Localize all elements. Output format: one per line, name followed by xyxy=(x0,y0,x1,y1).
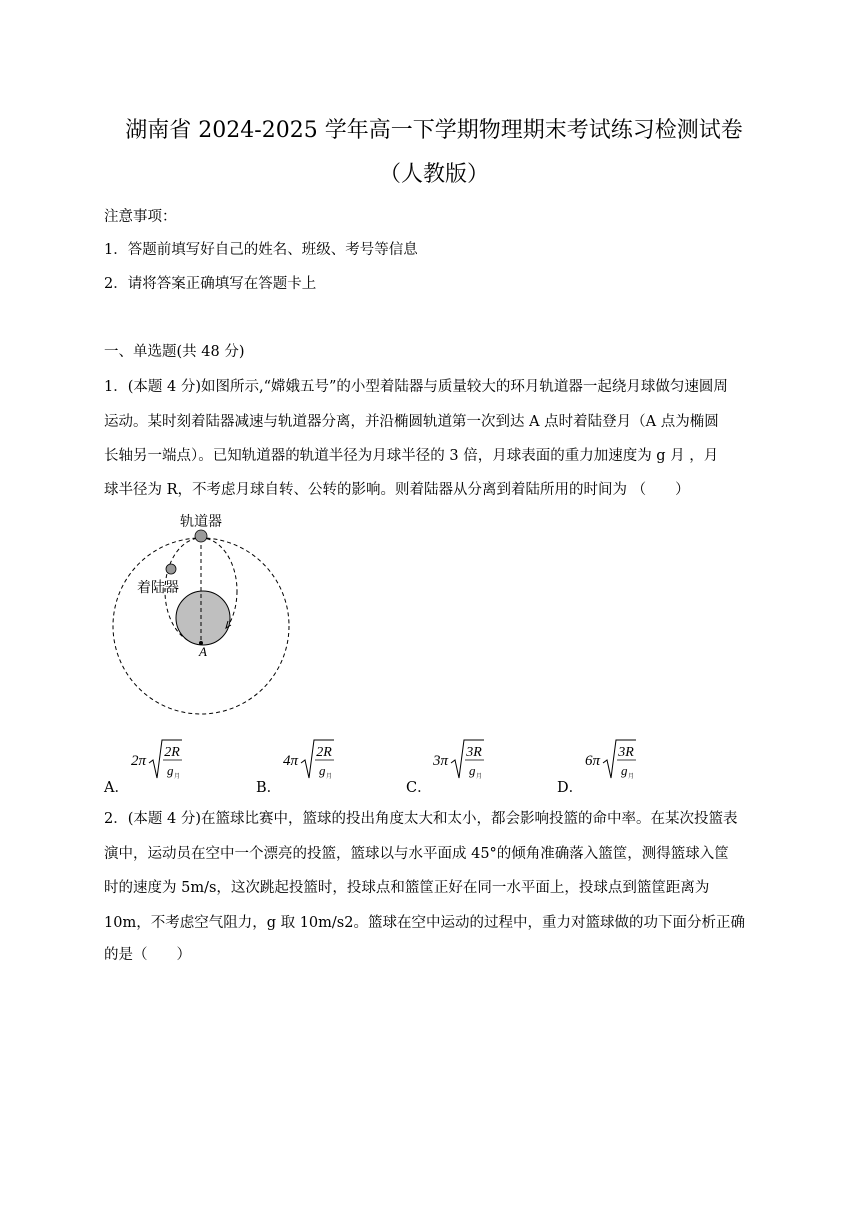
formula-numerator: 3R xyxy=(466,745,482,760)
orbit-diagram xyxy=(100,505,310,720)
formula-denominator: g xyxy=(167,763,174,778)
option-d-letter: D． xyxy=(557,780,584,796)
formula-coefficient: 6π xyxy=(585,753,601,769)
formula-subscript: 月 xyxy=(174,773,181,780)
formula-coefficient: 4π xyxy=(283,753,299,769)
question-2-line: 的是（ ） xyxy=(104,947,191,963)
lander-label: 着陆器 xyxy=(137,580,179,596)
option-b-formula xyxy=(282,737,342,787)
lander-ball xyxy=(166,564,176,574)
notice-item: 2．请将答案正确填写在答题卡上 xyxy=(104,276,317,292)
formula-coefficient: 3π xyxy=(433,753,449,769)
notice-heading: 注意事项： xyxy=(104,209,177,225)
question-1-line: 球半径为 R，不考虑月球自转、公转的影响。则着陆器从分离到着陆所用的时间为 （ ） xyxy=(104,482,690,498)
question-1-line: 长轴另一端点）。已知轨道器的轨道半径为月球半径的 3 倍，月球表面的重力加速度为 g 月 ，月 xyxy=(104,448,719,464)
formula-subscript: 月 xyxy=(476,773,483,780)
point-a-label: A xyxy=(199,644,207,659)
option-a-letter: A． xyxy=(104,780,129,796)
page-subtitle: （人教版） xyxy=(378,162,489,187)
formula-denominator: g xyxy=(469,763,476,778)
option-b-letter: B． xyxy=(256,780,282,796)
option-c-letter: C． xyxy=(406,780,432,796)
question-2-line: 演中，运动员在空中一个漂亮的投篮，篮球以与水平面成 45°的倾角准确落入篮筐，测得篮球入筐 xyxy=(104,846,729,862)
section-heading: 一、单选题(共 48 分) xyxy=(104,344,245,360)
orbiter-label: 轨道器 xyxy=(180,514,222,530)
formula-denominator: g xyxy=(621,763,628,778)
page-title: 湖南省 2024-2025 学年高一下学期物理期末考试练习检测试卷 xyxy=(125,118,743,143)
orbiter-ball xyxy=(195,530,207,542)
formula-denominator: g xyxy=(319,763,326,778)
option-a-formula xyxy=(130,737,190,787)
option-c-formula xyxy=(432,737,492,787)
formula-numerator: 2R xyxy=(316,745,332,760)
formula-coefficient: 2π xyxy=(131,753,147,769)
question-2-line: 时的速度为 5m/s，这次跳起投篮时，投球点和篮筐正好在同一水平面上，投球点到篮筐距离为 xyxy=(104,880,710,896)
question-1-line: 1．(本题 4 分)如图所示,“嫦娥五号”的小型着陆器与质量较大的环月轨道器一起绕月球做匀速圆周 xyxy=(104,379,728,395)
question-2-line: 10m，不考虑空气阻力，g 取 10m/s2。篮球在空中运动的过程中，重力对篮球做的功下面分析正确 xyxy=(104,915,745,931)
option-d-formula xyxy=(584,737,644,787)
question-2-line: 2．(本题 4 分)在篮球比赛中，篮球的投出角度太大和太小，都会影响投篮的命中率。在某次投篮表 xyxy=(104,811,738,827)
question-1-line: 运动。某时刻着陆器减速与轨道器分离，并沿椭圆轨道第一次到达 A 点时着陆登月（A 点为椭圆 xyxy=(104,414,719,430)
moon xyxy=(176,591,230,645)
formula-numerator: 3R xyxy=(618,745,634,760)
notice-item: 1．答题前填写好自己的姓名、班级、考号等信息 xyxy=(104,242,418,258)
formula-subscript: 月 xyxy=(628,773,635,780)
formula-numerator: 2R xyxy=(164,745,180,760)
formula-subscript: 月 xyxy=(326,773,333,780)
